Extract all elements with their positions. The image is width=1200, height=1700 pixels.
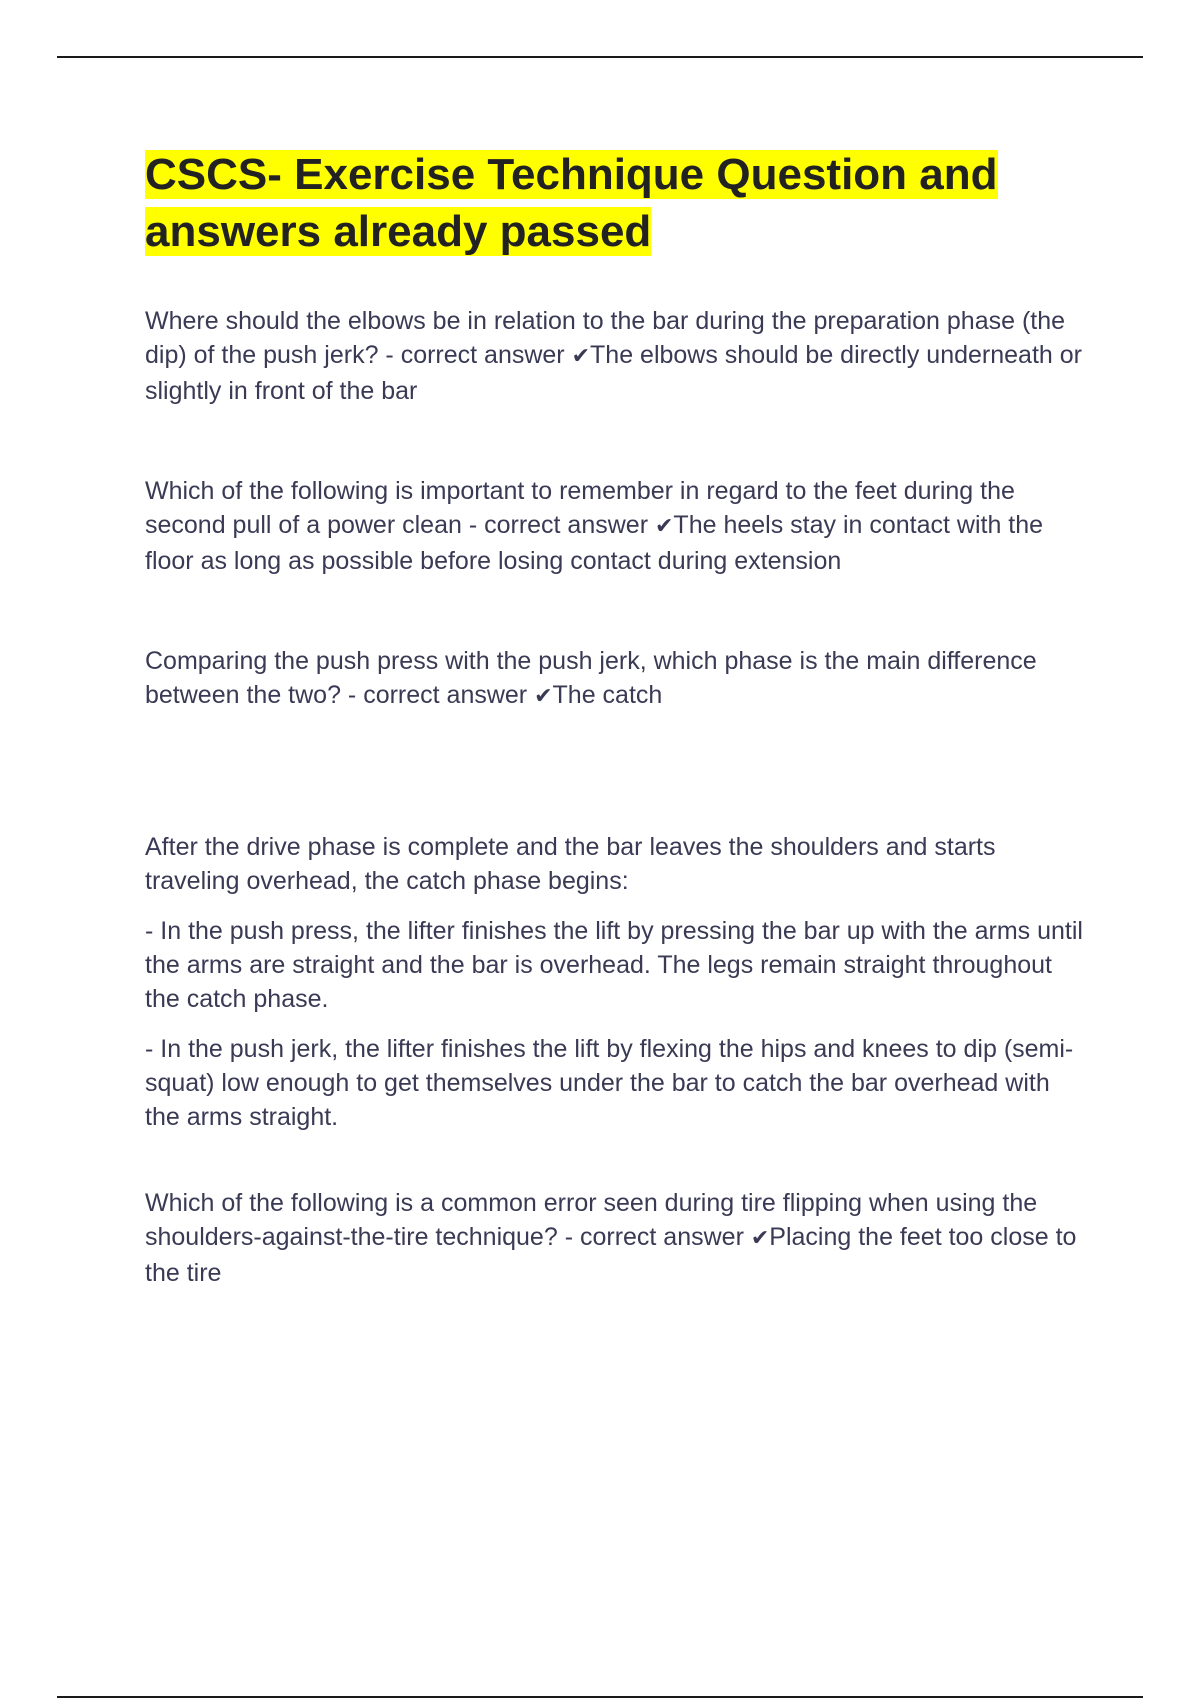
checkmark-icon: ✔ bbox=[534, 684, 553, 709]
bottom-divider bbox=[57, 1696, 1143, 1698]
document-title bbox=[145, 146, 1090, 260]
explanation-intro: After the drive phase is complete and the bar leaves the shoulders and starts traveling overhead, the catch phase begins: bbox=[145, 833, 996, 895]
checkmark-icon: ✔ bbox=[654, 514, 674, 539]
top-divider bbox=[57, 56, 1143, 58]
checkmark-icon: ✔ bbox=[571, 344, 591, 369]
title-highlight: CSCS- Exercise Technique Question and answers already passed bbox=[145, 150, 998, 256]
explanation-point-push-jerk: - In the push jerk, the lifter finishes the lift by flexing the hips and knees to dip (semi-squat) low enough to get themselves under the bar to catch the bar overhead with the arms straight. bbox=[145, 1035, 1074, 1131]
answer-text: The heels stay in contact with the floor as long as possible before losing contact during extension bbox=[145, 511, 1044, 575]
answer-text: Placing the feet too close to the tire bbox=[145, 1223, 1077, 1287]
qa-item-4 bbox=[145, 1186, 1090, 1290]
document-body bbox=[145, 146, 1090, 1290]
question-text: Comparing the push press with the push jerk, which phase is the main difference between the two? - correct answer bbox=[145, 647, 1037, 709]
question-text: Which of the following is a common error seen during tire flipping when using the shoulders-against-the-tire technique? - correct answer bbox=[145, 1189, 1038, 1251]
question-text: Where should the elbows be in relation to the bar during the preparation phase (the dip) of the push jerk? - correct answer bbox=[145, 307, 1066, 369]
qa-item-3 bbox=[145, 644, 1090, 714]
qa-item-2 bbox=[145, 474, 1090, 578]
checkmark-icon: ✔ bbox=[750, 1226, 770, 1251]
explanation-point-push-press: - In the push press, the lifter finishes the lift by pressing the bar up with the arms until the arms are straight and the bar is overhead. The legs remain straight throughout the catch phase. bbox=[145, 917, 1083, 1013]
qa-item-1 bbox=[145, 304, 1090, 408]
question-text: Which of the following is important to remember in regard to the feet during the second pull of a power clean - correct answer bbox=[145, 477, 1015, 539]
answer-text: The elbows should be directly underneath or slightly in front of the bar bbox=[145, 341, 1082, 405]
answer-text: The catch bbox=[552, 681, 663, 709]
